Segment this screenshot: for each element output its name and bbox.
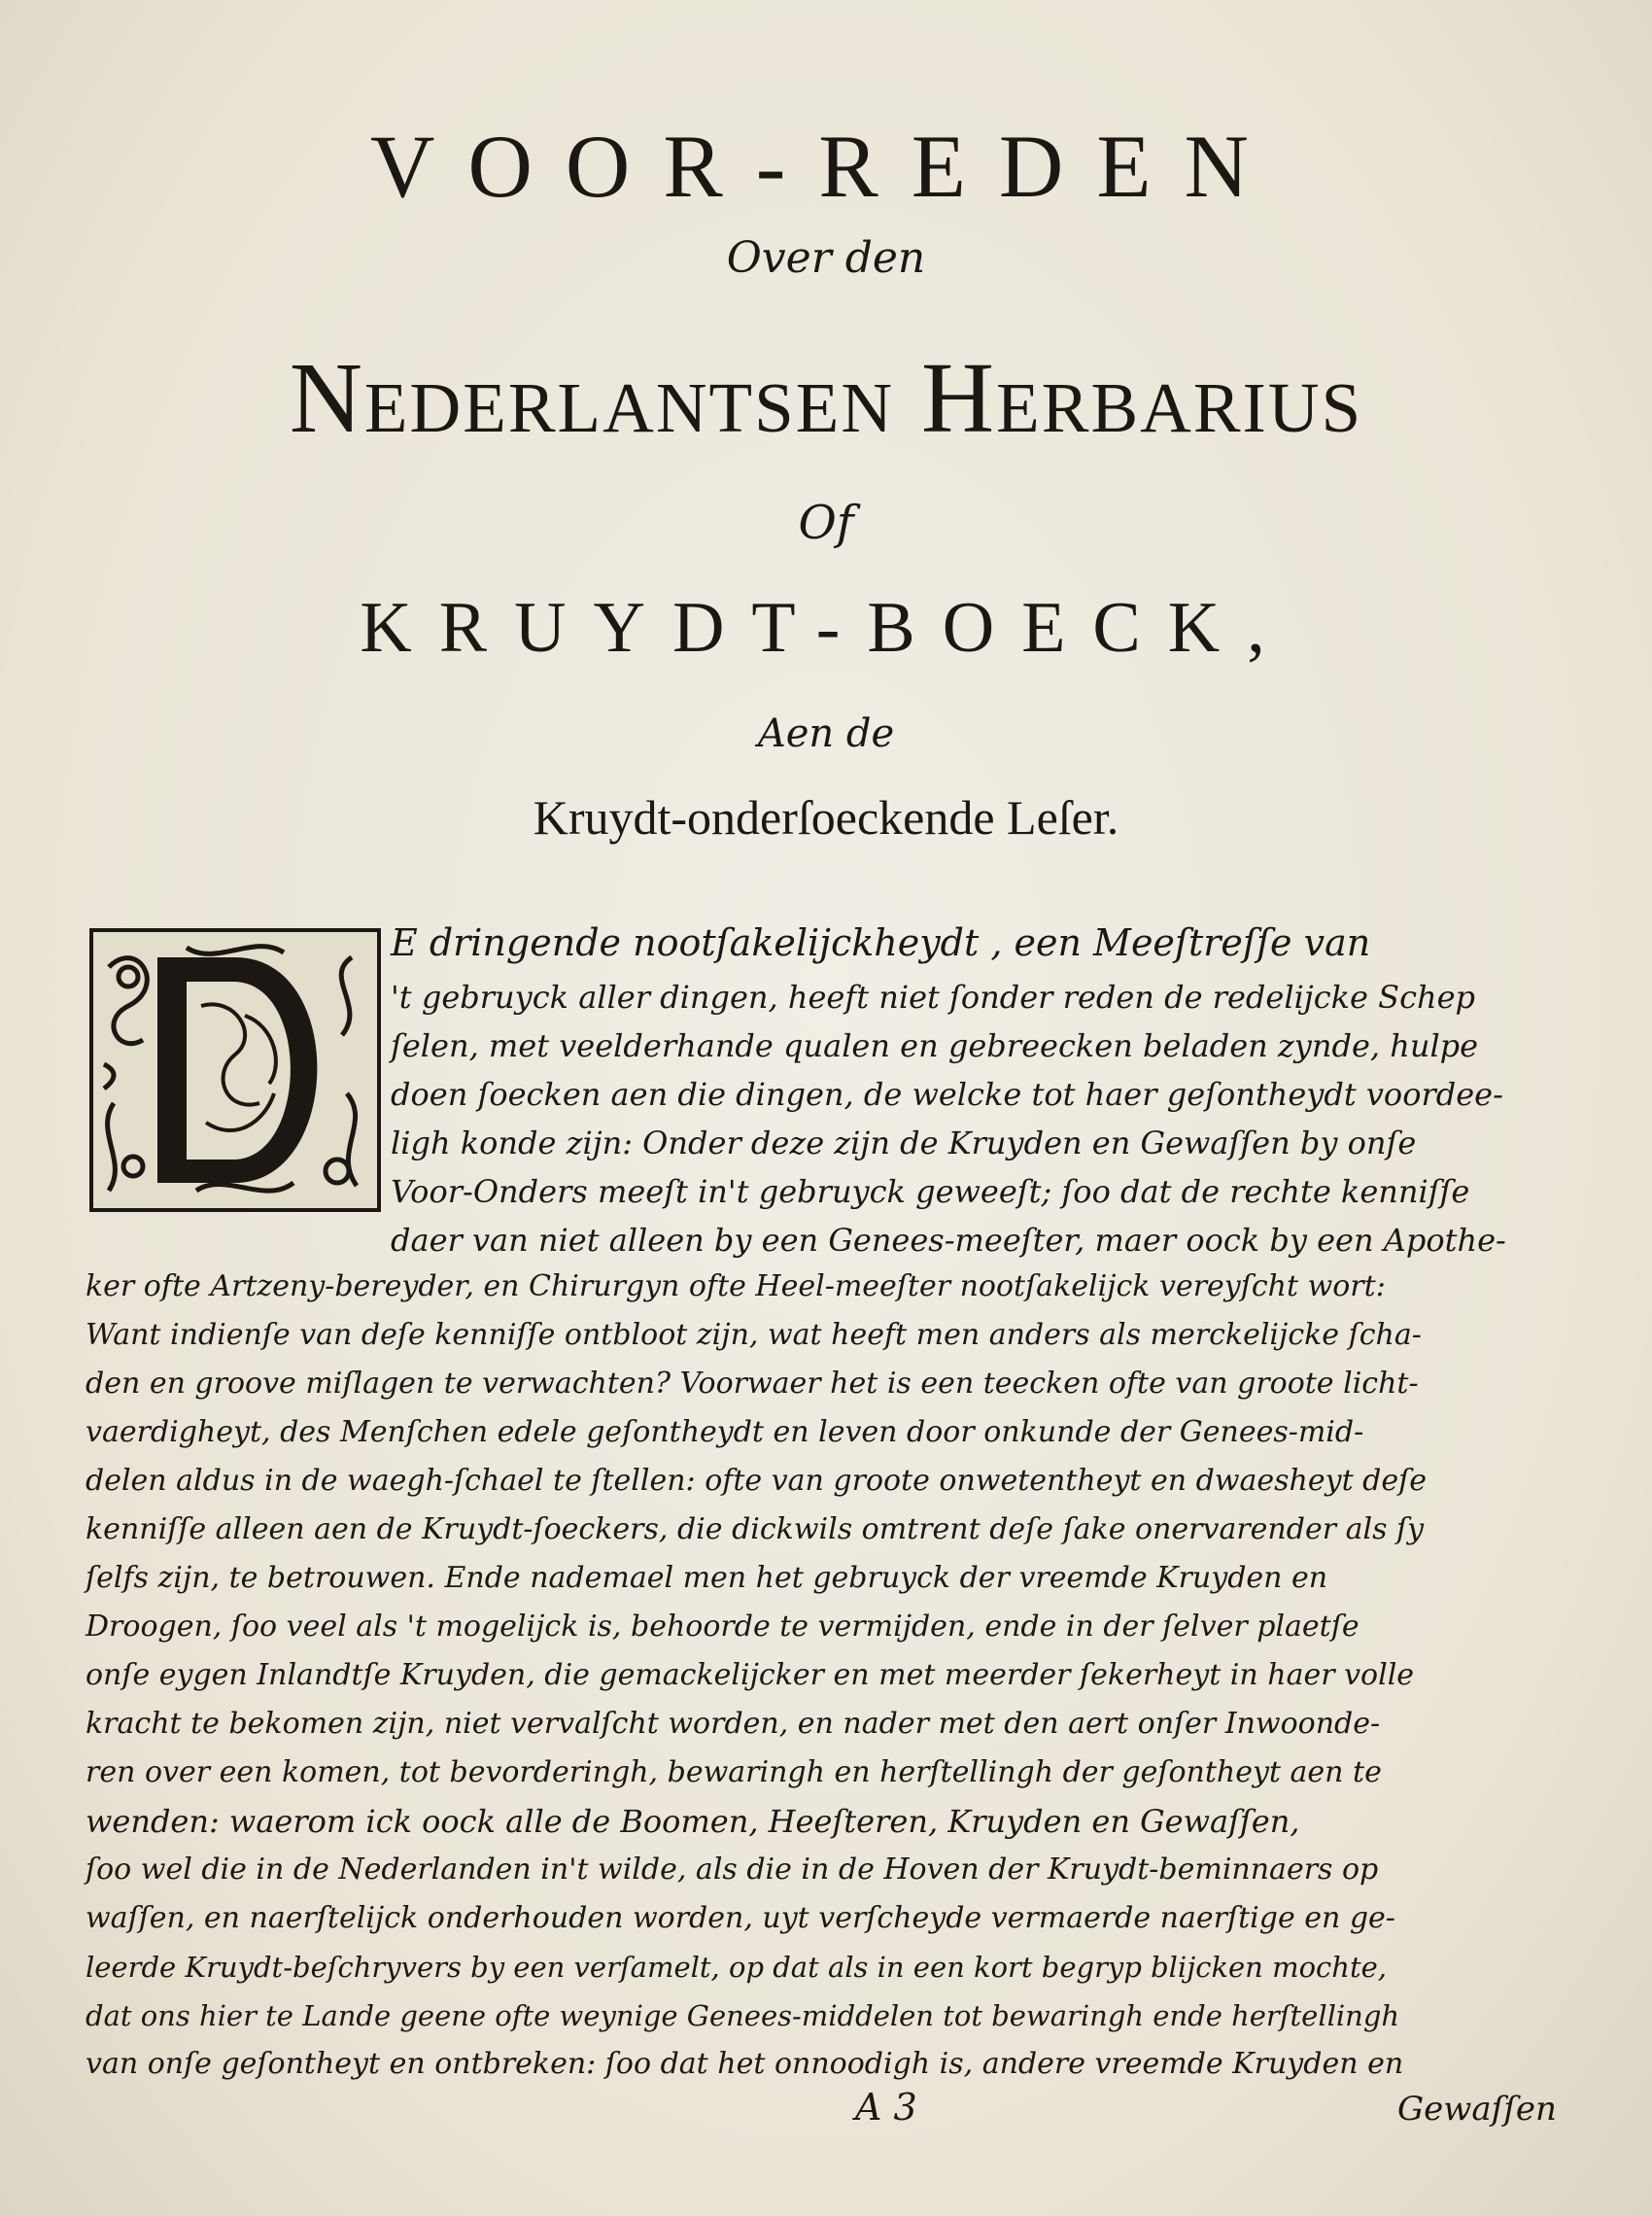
text-line: leerde Kruydt-beſchryvers by een verſamelt, op dat als in een kort begryp blijcken mochte, <box>86 1951 1387 1984</box>
text-line: ker ofte Artzeny-bereyder, en Chirurgyn ofte Heel-meeſter nootſakelijck vereyſcht wort: <box>86 1269 1386 1303</box>
text-line: den en groove miſlagen te verwachten? Voorwaer het is een teecken ofte van groote licht- <box>86 1367 1419 1401</box>
text-line: kracht te bekomen zijn, niet vervalſcht worden, en nader met den aert onſer Inwoonde- <box>86 1707 1381 1741</box>
text-line: van onſe geſontheyt en ontbreken: ſoo dat het onnoodigh is, andere vreemde Kruyden en <box>86 2047 1404 2081</box>
text-line: doen ſoecken aen die dingen, de welcke tot haer geſontheydt voordee- <box>391 1076 1503 1113</box>
title-line-aen-de: Aen de <box>757 711 895 756</box>
text-line: onſe eygen Inlandtſe Kruyden, die gemackelijcker en met meerder ſekerheyt in haer volle <box>86 1658 1415 1692</box>
catchword: Gewaſſen <box>1397 2090 1557 2129</box>
text-line: ſelfs zijn, te betrouwen. Ende nademael men het gebruyck der vreemde Kruyden en <box>86 1561 1328 1595</box>
text-line: dat ons hier te Lande geene ofte weynige Genees-middelen tot bewaringh ende herſtellingh <box>86 1999 1400 2032</box>
text-line: ſoo wel die in de Nederlanden in't wilde, als die in de Hoven der Kruydt-beminnaers op <box>86 1852 1379 1887</box>
text-line: wenden: waerom ick oock alle de Boomen, Heeſteren, Kruyden en Gewaſſen, <box>86 1803 1300 1840</box>
text-line: waſſen, en naerſtelijck onderhouden worden, uyt verſcheyde vermaerde naerſtige en ge- <box>86 1901 1395 1935</box>
text-line: E dringende nootſakelijckheydt , een Meeſtreſſe van <box>391 921 1371 964</box>
text-line: Droogen, ſoo veel als 't mogelijck is, behoorde te vermijden, ende in der ſelver plaetſe <box>86 1610 1359 1644</box>
text-line: ren over een komen, tot bevorderingh, bewaringh en herſtellingh der geſontheyt aen te <box>86 1755 1382 1789</box>
text-line: ligh konde zijn: Onder deze zijn de Kruyden en Gewaſſen by onſe <box>391 1125 1417 1161</box>
text-line: vaerdigheyt, des Menſchen edele geſontheydt en leven door onkunde der Genees-mid- <box>86 1415 1364 1449</box>
title-line-leser: Kruydt-onderſoeckende Leſer. <box>533 790 1119 845</box>
text-line: daer van niet alleen by een Genees-meeſter, maer oock by een Apothe- <box>391 1222 1506 1259</box>
text-line: delen aldus in de waegh-ſchael te ſtellen: ofte van groote onwetentheyt en dwaesheyt deſe <box>86 1464 1427 1498</box>
title-line-kruydt-boeck: KRUYDT-BOECK, <box>360 588 1292 668</box>
text-line: ſelen, met veelderhande qualen en gebreecken beladen zynde, hulpe <box>391 1027 1479 1064</box>
title-line-voor-reden: VOOR-REDEN <box>370 117 1282 216</box>
signature-mark: A 3 <box>855 2086 917 2129</box>
text-line: Voor-Onders meeſt in't gebruyck geweeſt; ſoo dat de rechte kenniſſe <box>391 1173 1470 1210</box>
text-line: Want indienſe van deſe kenniſſe ontbloot zijn, wat heeft men anders als merckelijcke ſcha- <box>86 1318 1422 1352</box>
title-line-herbarius: Nederlantsen Herbarius <box>289 342 1363 454</box>
text-line: kenniſſe alleen aen de Kruydt-ſoeckers, die dickwils omtrent deſe ſake onervarender als ſy <box>86 1512 1425 1546</box>
text-line: 't gebruyck aller dingen, heeft niet ſonder reden de redelijcke Schep <box>391 979 1476 1016</box>
title-line-of: Of <box>798 496 854 550</box>
title-line-over-den: Over den <box>726 233 926 283</box>
